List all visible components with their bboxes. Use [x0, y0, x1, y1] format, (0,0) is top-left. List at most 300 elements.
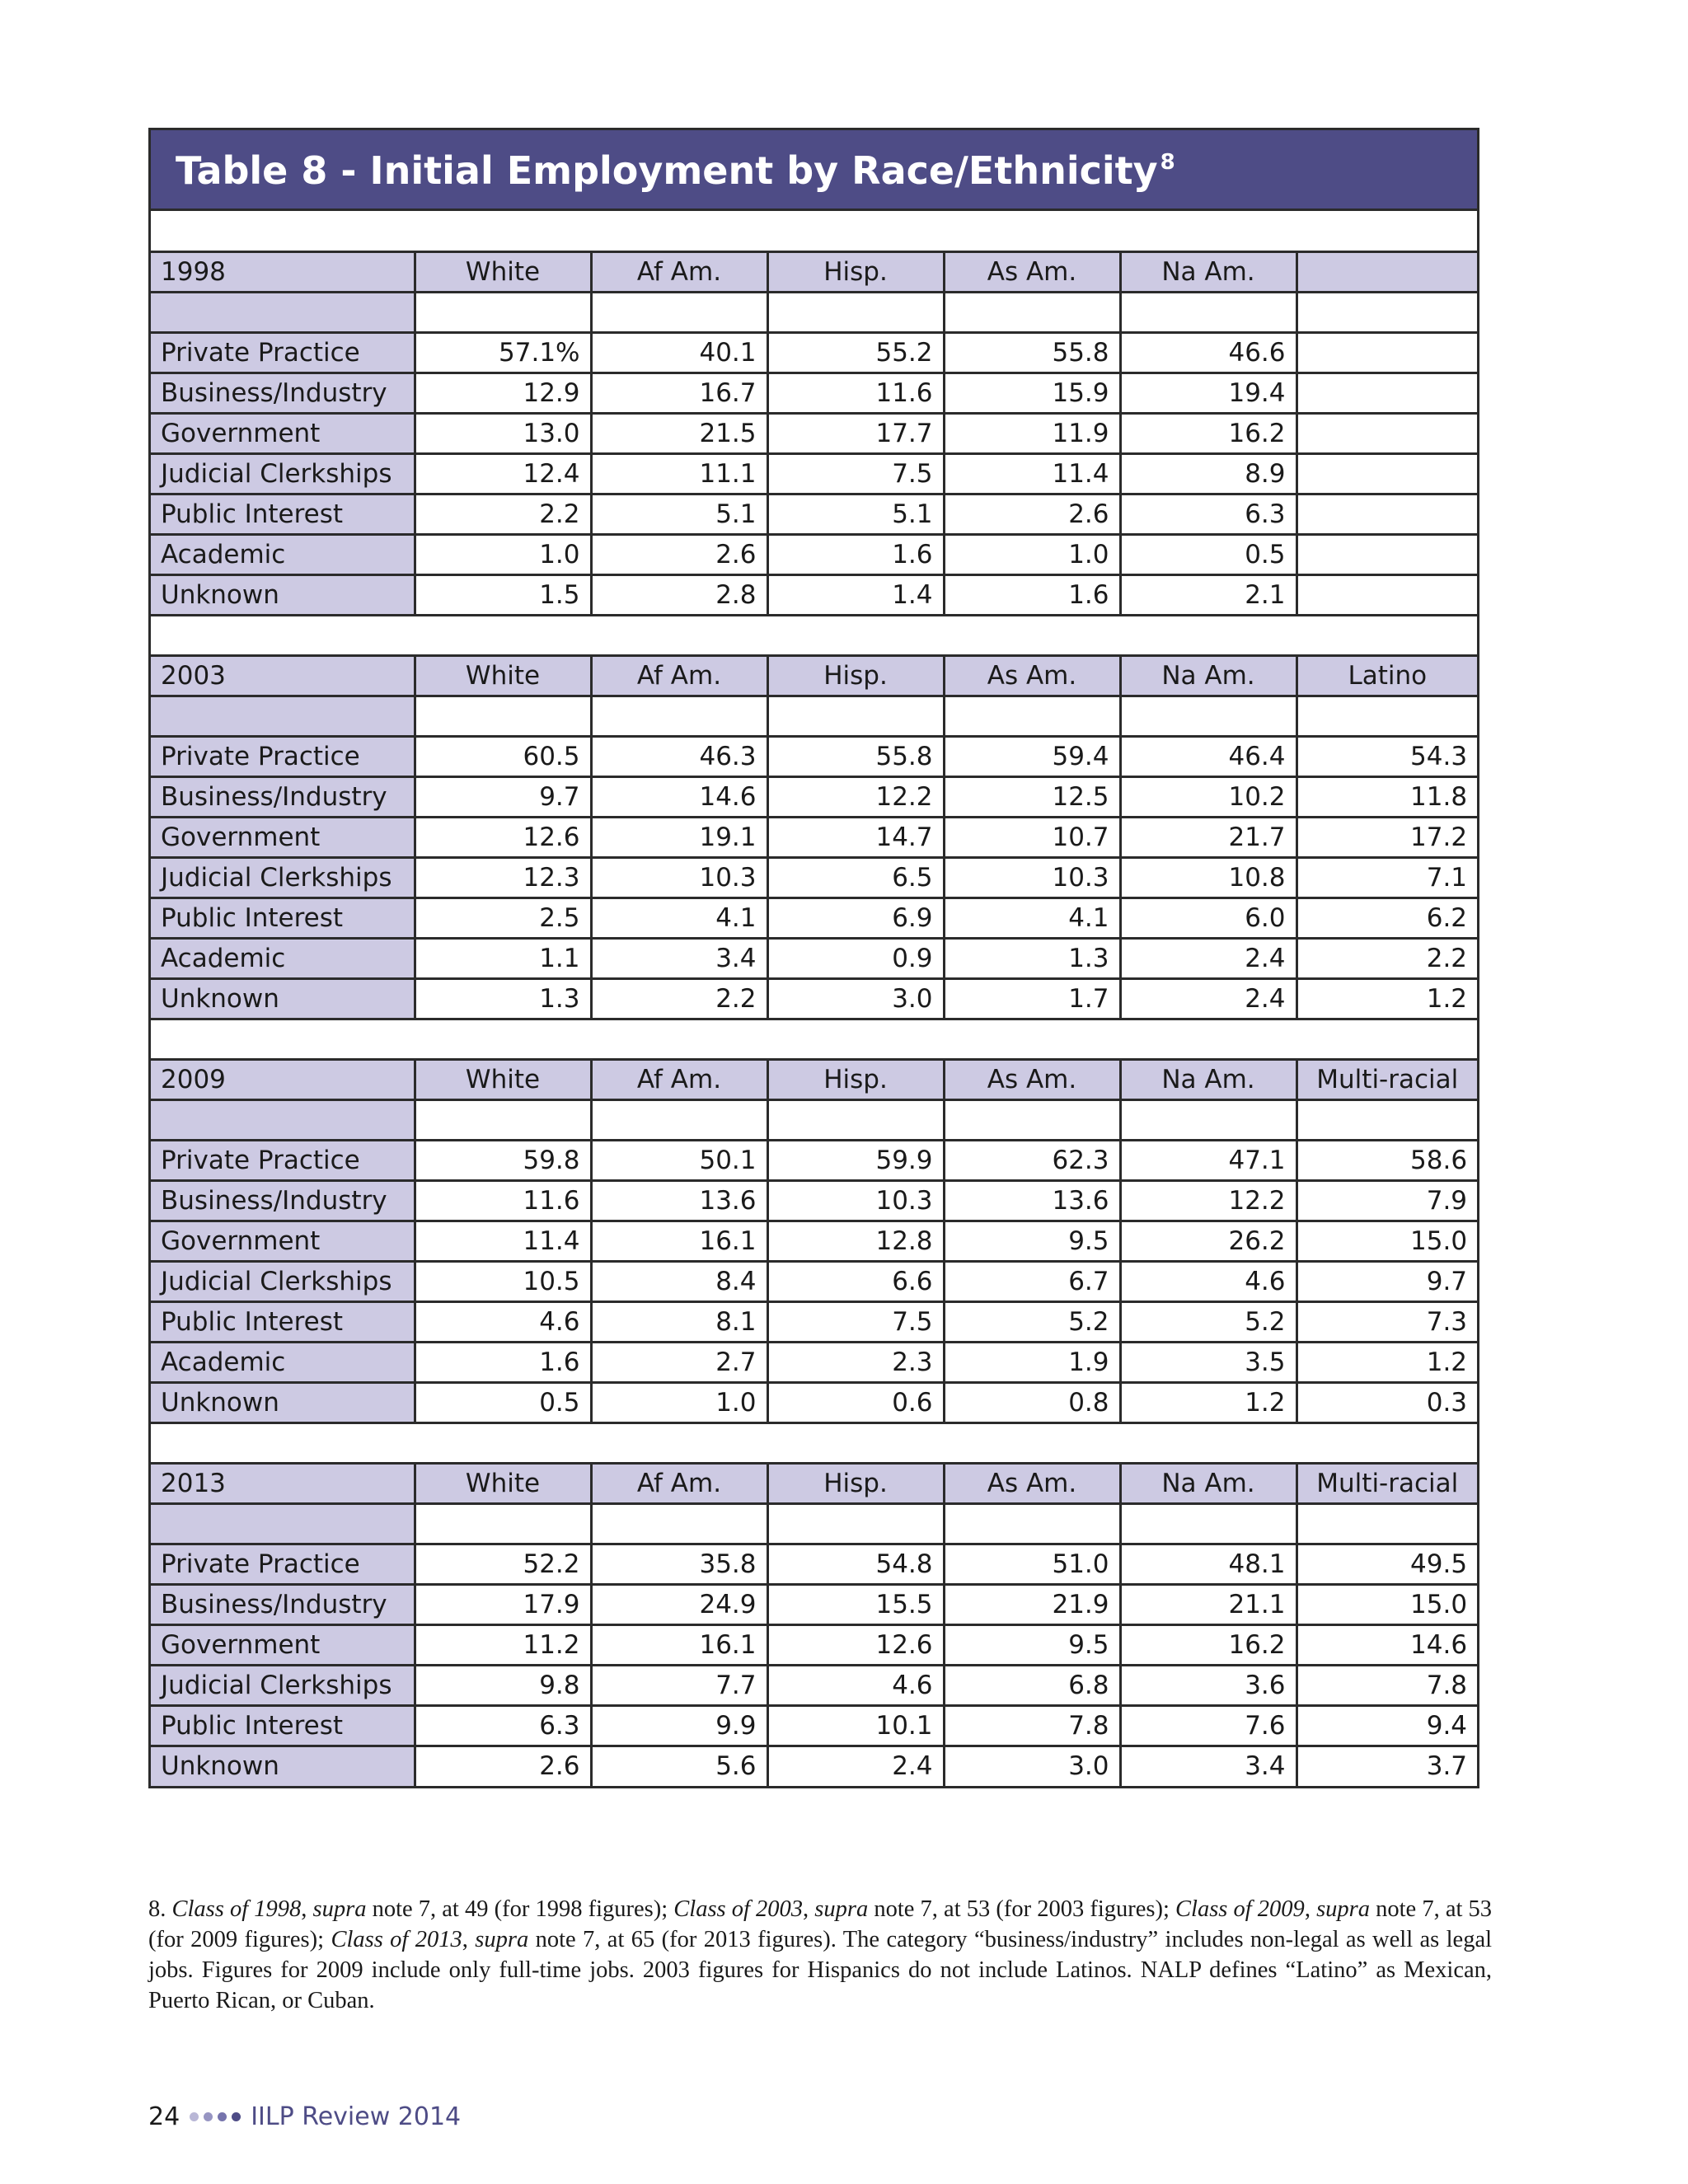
table-row	[151, 1301, 1477, 1342]
value-cell: 8.9	[1120, 453, 1296, 494]
blank-cell	[415, 292, 591, 332]
value-cell: 16.1	[591, 1624, 767, 1665]
table-row	[151, 1746, 1477, 1786]
row-label: Judicial Clerkships	[151, 857, 415, 898]
publication-name: IILP Review 2014	[251, 2102, 462, 2131]
blank-cell	[591, 696, 767, 736]
value-cell: 60.5	[415, 736, 591, 776]
blank-cell	[944, 1503, 1120, 1544]
row-label: Public Interest	[151, 1301, 415, 1342]
value-cell: 10.1	[767, 1705, 944, 1746]
value-cell: 19.4	[1120, 373, 1296, 413]
value-cell: 17.9	[415, 1584, 591, 1624]
value-cell	[1296, 453, 1477, 494]
value-cell	[1296, 574, 1477, 615]
value-cell: 59.8	[415, 1140, 591, 1180]
value-cell: 12.6	[767, 1624, 944, 1665]
row-label: Business/Industry	[151, 373, 415, 413]
value-cell: 9.4	[1296, 1705, 1477, 1746]
value-cell	[1296, 494, 1477, 534]
table-row	[151, 1342, 1477, 1382]
row-label: Unknown	[151, 574, 415, 615]
value-cell: 1.9	[944, 1342, 1120, 1382]
value-cell: 8.1	[591, 1301, 767, 1342]
spacer-cell	[151, 1019, 1477, 1059]
section-year: 1998	[151, 251, 415, 292]
table-row	[151, 857, 1477, 898]
value-cell: 10.2	[1120, 776, 1296, 817]
footnote-text: ,	[803, 1896, 815, 1922]
value-cell: 0.9	[767, 938, 944, 978]
value-cell: 9.7	[415, 776, 591, 817]
value-cell: 6.9	[767, 898, 944, 938]
value-cell: 12.5	[944, 776, 1120, 817]
row-label: Government	[151, 1221, 415, 1261]
blank-cell	[591, 292, 767, 332]
value-cell: 55.2	[767, 332, 944, 373]
value-cell: 1.0	[415, 534, 591, 574]
column-header: Hisp.	[767, 1059, 944, 1099]
value-cell: 16.7	[591, 373, 767, 413]
value-cell: 2.6	[944, 494, 1120, 534]
column-header: Af Am.	[591, 1463, 767, 1503]
value-cell: 11.2	[415, 1624, 591, 1665]
value-cell: 12.3	[415, 857, 591, 898]
section-gap-row	[151, 615, 1477, 655]
value-cell: 1.6	[767, 534, 944, 574]
value-cell: 7.3	[1296, 1301, 1477, 1342]
value-cell: 59.9	[767, 1140, 944, 1180]
value-cell: 3.0	[767, 978, 944, 1019]
blank-cell	[415, 1503, 591, 1544]
table-title-text: Table 8 - Initial Employment by Race/Ethnicity	[176, 148, 1158, 193]
value-cell: 1.3	[944, 938, 1120, 978]
value-cell: 6.0	[1120, 898, 1296, 938]
value-cell: 2.8	[591, 574, 767, 615]
table-row	[151, 332, 1477, 373]
value-cell: 6.5	[767, 857, 944, 898]
table-row	[151, 1261, 1477, 1301]
blank-cell	[1120, 1503, 1296, 1544]
blank-cell	[944, 696, 1120, 736]
column-header: Af Am.	[591, 251, 767, 292]
value-cell	[1296, 413, 1477, 453]
value-cell: 7.1	[1296, 857, 1477, 898]
section-year: 2003	[151, 655, 415, 696]
row-label: Government	[151, 413, 415, 453]
value-cell: 4.1	[944, 898, 1120, 938]
employment-table	[148, 128, 1479, 1788]
value-cell: 3.7	[1296, 1746, 1477, 1786]
blank-label-cell	[151, 696, 415, 736]
column-header: Hisp.	[767, 655, 944, 696]
value-cell: 9.8	[415, 1665, 591, 1705]
footnote-text: note 7, at 53 (for 2009 figures);	[148, 1896, 1493, 1952]
value-cell: 10.8	[1120, 857, 1296, 898]
blank-row	[151, 696, 1477, 736]
value-cell: 10.5	[415, 1261, 591, 1301]
value-cell: 2.2	[415, 494, 591, 534]
value-cell: 3.0	[944, 1746, 1120, 1786]
dot-icon	[218, 2112, 227, 2121]
column-header: White	[415, 251, 591, 292]
value-cell: 21.5	[591, 413, 767, 453]
value-cell: 12.6	[415, 817, 591, 857]
column-header: As Am.	[944, 655, 1120, 696]
column-header: Na Am.	[1120, 251, 1296, 292]
value-cell: 7.7	[591, 1665, 767, 1705]
value-cell: 2.6	[591, 534, 767, 574]
footnote-italic-text: Class of 2009	[1175, 1896, 1305, 1922]
blank-cell	[1296, 1503, 1477, 1544]
row-label: Judicial Clerkships	[151, 1665, 415, 1705]
value-cell: 5.2	[1120, 1301, 1296, 1342]
value-cell: 2.3	[767, 1342, 944, 1382]
value-cell: 7.5	[767, 1301, 944, 1342]
value-cell: 6.3	[415, 1705, 591, 1746]
blank-cell	[591, 1503, 767, 1544]
value-cell: 1.2	[1296, 1342, 1477, 1382]
value-cell: 8.4	[591, 1261, 767, 1301]
row-label: Unknown	[151, 1746, 415, 1786]
value-cell: 14.7	[767, 817, 944, 857]
value-cell: 6.2	[1296, 898, 1477, 938]
row-label: Judicial Clerkships	[151, 1261, 415, 1301]
value-cell: 16.1	[591, 1221, 767, 1261]
blank-cell	[591, 1099, 767, 1140]
value-cell: 54.8	[767, 1544, 944, 1584]
value-cell: 11.9	[944, 413, 1120, 453]
table-row	[151, 776, 1477, 817]
blank-cell	[767, 696, 944, 736]
footnote-italic-text: Class of 2013	[331, 1927, 462, 1952]
dot-icon	[232, 2112, 241, 2121]
value-cell: 62.3	[944, 1140, 1120, 1180]
value-cell: 6.3	[1120, 494, 1296, 534]
value-cell: 1.0	[944, 534, 1120, 574]
row-label: Private Practice	[151, 736, 415, 776]
value-cell: 12.2	[1120, 1180, 1296, 1221]
value-cell: 2.4	[767, 1746, 944, 1786]
column-header: White	[415, 1059, 591, 1099]
value-cell: 58.6	[1296, 1140, 1477, 1180]
table-row	[151, 574, 1477, 615]
value-cell: 15.9	[944, 373, 1120, 413]
column-header: Na Am.	[1120, 1059, 1296, 1099]
value-cell: 21.7	[1120, 817, 1296, 857]
dot-icon	[204, 2112, 213, 2121]
blank-cell	[1296, 1099, 1477, 1140]
value-cell: 5.2	[944, 1301, 1120, 1342]
value-cell: 57.1%	[415, 332, 591, 373]
column-header: As Am.	[944, 1463, 1120, 1503]
row-label: Academic	[151, 938, 415, 978]
section-header-row	[151, 251, 1477, 292]
row-label: Government	[151, 1624, 415, 1665]
blank-cell	[1120, 696, 1296, 736]
row-label: Unknown	[151, 1382, 415, 1422]
row-label: Private Practice	[151, 332, 415, 373]
column-header: Na Am.	[1120, 1463, 1296, 1503]
value-cell: 1.6	[944, 574, 1120, 615]
value-cell: 1.2	[1296, 978, 1477, 1019]
dot-icon	[190, 2112, 199, 2121]
value-cell: 12.9	[415, 373, 591, 413]
blank-cell	[1120, 1099, 1296, 1140]
blank-row	[151, 1503, 1477, 1544]
value-cell: 9.5	[944, 1221, 1120, 1261]
footnote-italic-text: supra	[1316, 1896, 1370, 1922]
row-label: Government	[151, 817, 415, 857]
footnote-text: ,	[1304, 1896, 1317, 1922]
value-cell: 21.1	[1120, 1584, 1296, 1624]
column-header: Latino	[1296, 655, 1477, 696]
value-cell	[1296, 373, 1477, 413]
row-label: Business/Industry	[151, 776, 415, 817]
table-row	[151, 898, 1477, 938]
value-cell: 4.6	[767, 1665, 944, 1705]
blank-cell	[1296, 292, 1477, 332]
value-cell: 9.9	[591, 1705, 767, 1746]
value-cell: 14.6	[1296, 1624, 1477, 1665]
blank-cell	[767, 292, 944, 332]
value-cell: 51.0	[944, 1544, 1120, 1584]
value-cell: 4.6	[415, 1301, 591, 1342]
section-gap-row	[151, 1422, 1477, 1463]
section-header-row	[151, 1463, 1477, 1503]
value-cell: 0.8	[944, 1382, 1120, 1422]
value-cell: 46.6	[1120, 332, 1296, 373]
blank-cell	[944, 292, 1120, 332]
footnote-italic-text: supra	[312, 1896, 367, 1922]
column-header: Hisp.	[767, 251, 944, 292]
page-number: 24	[148, 2102, 181, 2131]
value-cell: 1.6	[415, 1342, 591, 1382]
column-header: Af Am.	[591, 655, 767, 696]
table-row	[151, 1382, 1477, 1422]
value-cell: 15.0	[1296, 1584, 1477, 1624]
value-cell	[1296, 534, 1477, 574]
footnote-text: ,	[301, 1896, 313, 1922]
table-row	[151, 1544, 1477, 1584]
value-cell: 7.6	[1120, 1705, 1296, 1746]
section-header-row	[151, 1059, 1477, 1099]
value-cell: 10.7	[944, 817, 1120, 857]
row-label: Unknown	[151, 978, 415, 1019]
footnote-text: note 7, at 49 (for 1998 figures);	[366, 1896, 674, 1922]
value-cell: 11.8	[1296, 776, 1477, 817]
value-cell: 7.9	[1296, 1180, 1477, 1221]
column-header	[1296, 251, 1477, 292]
value-cell: 2.4	[1120, 978, 1296, 1019]
table-row	[151, 373, 1477, 413]
table-row	[151, 938, 1477, 978]
value-cell: 0.6	[767, 1382, 944, 1422]
value-cell: 15.5	[767, 1584, 944, 1624]
value-cell	[1296, 332, 1477, 373]
table-row	[151, 453, 1477, 494]
value-cell: 2.2	[591, 978, 767, 1019]
footnote-italic-text: Class of 2003	[673, 1896, 804, 1922]
column-header: White	[415, 1463, 591, 1503]
spacer-cell	[151, 1422, 1477, 1463]
column-header: Multi-racial	[1296, 1463, 1477, 1503]
spacer-cell	[151, 615, 1477, 655]
table-row	[151, 494, 1477, 534]
value-cell: 6.7	[944, 1261, 1120, 1301]
value-cell: 1.1	[415, 938, 591, 978]
blank-row	[151, 1099, 1477, 1140]
blank-cell	[944, 1099, 1120, 1140]
table-row	[151, 817, 1477, 857]
blank-cell	[1296, 696, 1477, 736]
table-row	[151, 736, 1477, 776]
column-header: White	[415, 655, 591, 696]
footnote-text: ,	[462, 1927, 476, 1952]
value-cell: 5.1	[591, 494, 767, 534]
value-cell: 55.8	[944, 332, 1120, 373]
page-footer	[148, 2100, 461, 2133]
value-cell: 11.4	[944, 453, 1120, 494]
value-cell: 0.5	[1120, 534, 1296, 574]
value-cell: 2.4	[1120, 938, 1296, 978]
section-gap-row	[151, 1019, 1477, 1059]
value-cell: 2.5	[415, 898, 591, 938]
value-cell: 5.6	[591, 1746, 767, 1786]
column-header: As Am.	[944, 251, 1120, 292]
value-cell: 55.8	[767, 736, 944, 776]
row-label: Private Practice	[151, 1544, 415, 1584]
value-cell: 4.6	[1120, 1261, 1296, 1301]
section-year: 2009	[151, 1059, 415, 1099]
footnote-italic-text: supra	[475, 1927, 529, 1952]
column-header: Na Am.	[1120, 655, 1296, 696]
blank-cell	[767, 1099, 944, 1140]
value-cell: 3.6	[1120, 1665, 1296, 1705]
spacer-row	[151, 211, 1477, 251]
blank-label-cell	[151, 292, 415, 332]
spacer-cell	[151, 211, 1477, 251]
column-header: Multi-racial	[1296, 1059, 1477, 1099]
value-cell: 19.1	[591, 817, 767, 857]
value-cell: 9.7	[1296, 1261, 1477, 1301]
value-cell: 40.1	[591, 332, 767, 373]
footnote-italic-text: Class of 1998	[171, 1896, 302, 1922]
table-row	[151, 978, 1477, 1019]
value-cell: 46.3	[591, 736, 767, 776]
value-cell: 14.6	[591, 776, 767, 817]
table-row	[151, 1584, 1477, 1624]
column-header: As Am.	[944, 1059, 1120, 1099]
footnote	[148, 1894, 1492, 2016]
value-cell: 1.2	[1120, 1382, 1296, 1422]
value-cell: 11.4	[415, 1221, 591, 1261]
table-row	[151, 1221, 1477, 1261]
value-cell: 2.2	[1296, 938, 1477, 978]
value-cell: 50.1	[591, 1140, 767, 1180]
row-label: Public Interest	[151, 494, 415, 534]
value-cell: 7.8	[944, 1705, 1120, 1746]
value-cell: 2.1	[1120, 574, 1296, 615]
blank-label-cell	[151, 1099, 415, 1140]
value-cell: 1.7	[944, 978, 1120, 1019]
value-cell: 1.4	[767, 574, 944, 615]
row-label: Private Practice	[151, 1140, 415, 1180]
row-label: Judicial Clerkships	[151, 453, 415, 494]
table-grid	[151, 211, 1477, 1786]
value-cell: 0.3	[1296, 1382, 1477, 1422]
table-row	[151, 413, 1477, 453]
value-cell: 1.5	[415, 574, 591, 615]
value-cell: 21.9	[944, 1584, 1120, 1624]
table-row	[151, 1624, 1477, 1665]
value-cell: 2.7	[591, 1342, 767, 1382]
value-cell: 24.9	[591, 1584, 767, 1624]
value-cell: 12.8	[767, 1221, 944, 1261]
table-title	[151, 130, 1477, 211]
value-cell: 17.7	[767, 413, 944, 453]
value-cell: 3.4	[1120, 1746, 1296, 1786]
value-cell: 59.4	[944, 736, 1120, 776]
row-label: Business/Industry	[151, 1584, 415, 1624]
column-header: Af Am.	[591, 1059, 767, 1099]
value-cell: 12.2	[767, 776, 944, 817]
table-row	[151, 1180, 1477, 1221]
value-cell: 16.2	[1120, 1624, 1296, 1665]
value-cell: 52.2	[415, 1544, 591, 1584]
value-cell: 3.4	[591, 938, 767, 978]
table-row	[151, 534, 1477, 574]
row-label: Public Interest	[151, 898, 415, 938]
value-cell: 13.6	[591, 1180, 767, 1221]
value-cell: 47.1	[1120, 1140, 1296, 1180]
value-cell: 4.1	[591, 898, 767, 938]
value-cell: 5.1	[767, 494, 944, 534]
value-cell: 7.8	[1296, 1665, 1477, 1705]
value-cell: 1.3	[415, 978, 591, 1019]
footnote-text: note 7, at 65 (for 2013 figures). The category “business/industry” includes non-legal as well as legal jobs. Figures for 2009 include only full-time jobs. 2003 figures for Hispanics do not include Latinos. NALP defines “Latino” as Mexican, Puerto Rican, or Cuban.	[148, 1927, 1493, 2013]
value-cell: 9.5	[944, 1624, 1120, 1665]
blank-label-cell	[151, 1503, 415, 1544]
footnote-text: 8.	[148, 1896, 172, 1922]
value-cell: 10.3	[767, 1180, 944, 1221]
row-label: Public Interest	[151, 1705, 415, 1746]
value-cell: 54.3	[1296, 736, 1477, 776]
blank-cell	[415, 696, 591, 736]
value-cell: 3.5	[1120, 1342, 1296, 1382]
value-cell: 46.4	[1120, 736, 1296, 776]
value-cell: 16.2	[1120, 413, 1296, 453]
value-cell: 17.2	[1296, 817, 1477, 857]
blank-cell	[767, 1503, 944, 1544]
table-row	[151, 1665, 1477, 1705]
value-cell: 26.2	[1120, 1221, 1296, 1261]
section-year: 2013	[151, 1463, 415, 1503]
row-label: Business/Industry	[151, 1180, 415, 1221]
value-cell: 13.6	[944, 1180, 1120, 1221]
value-cell: 11.6	[767, 373, 944, 413]
value-cell: 0.5	[415, 1382, 591, 1422]
value-cell: 10.3	[591, 857, 767, 898]
value-cell: 7.5	[767, 453, 944, 494]
value-cell: 1.0	[591, 1382, 767, 1422]
value-cell: 6.6	[767, 1261, 944, 1301]
footnote-italic-text: supra	[814, 1896, 869, 1922]
blank-row	[151, 292, 1477, 332]
value-cell: 2.6	[415, 1746, 591, 1786]
blank-cell	[1120, 292, 1296, 332]
column-header: Hisp.	[767, 1463, 944, 1503]
